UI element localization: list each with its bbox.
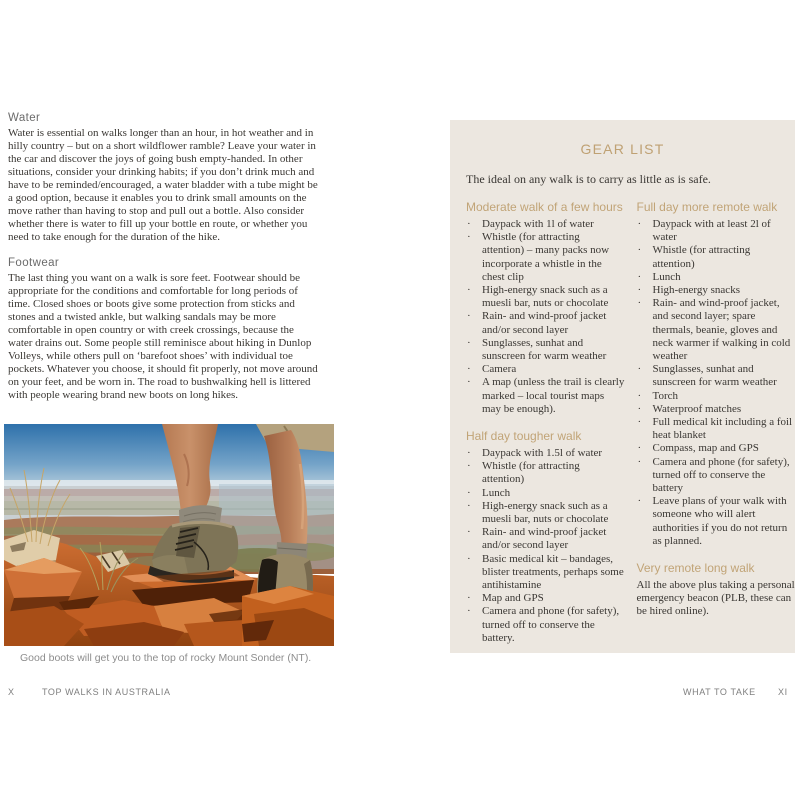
gear-section-heading: Half day tougher walk bbox=[466, 429, 582, 444]
gear-list-item bbox=[637, 297, 796, 363]
bullet-glyph: · bbox=[637, 270, 642, 283]
gear-item-list bbox=[466, 447, 625, 645]
gear-column-left bbox=[466, 200, 625, 658]
gear-item-text: High-energy snack such as a muesli bar, nuts or chocolate bbox=[482, 499, 609, 526]
bullet-glyph: · bbox=[637, 389, 642, 402]
left-running-title: TOP WALKS IN AUSTRALIA bbox=[42, 687, 171, 697]
gear-item-text: Map and GPS bbox=[482, 592, 544, 605]
gear-item-text: Whistle (for attracting attention) – many packs now incorporate a whistle in the chest clip bbox=[482, 231, 610, 283]
bullet-glyph: · bbox=[637, 416, 642, 429]
bullet-glyph: · bbox=[637, 455, 642, 468]
gear-list-item bbox=[637, 403, 796, 416]
bullet-glyph: · bbox=[637, 363, 642, 376]
gear-item-text: Whistle (for attracting attention) bbox=[482, 460, 580, 486]
gear-list-item bbox=[637, 495, 796, 548]
bullet-glyph: · bbox=[637, 402, 642, 415]
bullet-glyph: · bbox=[467, 592, 471, 605]
section-heading-footwear: Footwear bbox=[8, 257, 60, 269]
gear-list-item bbox=[466, 460, 625, 486]
gear-item-list bbox=[466, 218, 625, 416]
gear-list-item bbox=[637, 442, 796, 455]
gear-list-item bbox=[637, 218, 796, 244]
gear-section-heading: Very remote long walk bbox=[636, 561, 755, 576]
gear-list-item bbox=[466, 592, 625, 605]
bullet-glyph: · bbox=[637, 218, 642, 230]
gear-item-text: High-energy snack such as a muesli bar, nuts or chocolate bbox=[482, 284, 609, 310]
bullet-glyph: · bbox=[467, 310, 471, 323]
bullet-glyph: · bbox=[467, 284, 471, 297]
gear-item-text: Daypack with 1l of water bbox=[482, 218, 594, 230]
gear-item-text: A map (unless the trail is clearly marked – local tourist maps may be enough). bbox=[482, 376, 625, 415]
gear-list-panel bbox=[450, 120, 795, 653]
gear-item-text: Camera bbox=[482, 363, 517, 376]
gear-item-list bbox=[637, 218, 796, 548]
gear-item-text: Whistle (for attracting attention) bbox=[652, 244, 751, 270]
gear-list-item bbox=[466, 376, 625, 416]
gear-list-item bbox=[466, 605, 625, 645]
gear-list-item bbox=[466, 363, 625, 376]
bullet-glyph: · bbox=[637, 244, 642, 257]
gear-list-columns bbox=[466, 200, 795, 658]
bullet-glyph: · bbox=[467, 486, 471, 499]
gear-section-half-day bbox=[466, 429, 625, 645]
rocks-overlapping-boot bbox=[242, 586, 334, 646]
gear-item-text: High-energy snacks bbox=[652, 284, 740, 297]
gear-list-item bbox=[466, 310, 625, 336]
bullet-glyph: · bbox=[637, 297, 642, 310]
gear-item-text: Rain- and wind-proof jacket, and second layer; spare thermals, beanie, gloves and neck warmer if walking in cold weather bbox=[652, 297, 791, 363]
gear-item-text: Rain- and wind-proof jacket and/or second layer bbox=[482, 310, 607, 336]
gear-item-text: Waterproof matches bbox=[652, 402, 742, 415]
gear-list-item bbox=[637, 390, 796, 403]
bullet-glyph: · bbox=[467, 363, 471, 376]
gear-section-heading: Moderate walk of a few hours bbox=[466, 200, 623, 214]
bullet-glyph: · bbox=[467, 499, 471, 512]
gear-item-text: Sunglasses, sunhat and sunscreen for warm weather bbox=[482, 336, 607, 363]
photo-caption: Good boots will get you to the top of rocky Mount Sonder (NT). bbox=[20, 652, 312, 664]
section-body-water: Water is essential on walks longer than an hour, in hot weather and in hilly country – but on a short wildflower ramble? Leave your water in the car and discover the joys of going bush empty-handed. In other situations, consider your drinking habits; if you don’t drink much and have to be reminded/encouraged, a water bladder with a tube might be a good option, because it enables you to drink small amounts on the move rather than having to stop and pull out a bottle. Also consider whether there is water to fill up your bottle en route, or whether you need to take enough for the duration of the hike. bbox=[8, 127, 318, 243]
gear-list-item bbox=[466, 231, 625, 284]
bullet-glyph: · bbox=[467, 526, 471, 539]
bullet-glyph: · bbox=[467, 552, 471, 565]
gear-list-item bbox=[466, 218, 625, 231]
section-water bbox=[8, 112, 318, 244]
bullet-glyph: · bbox=[467, 218, 471, 230]
bullet-glyph: · bbox=[637, 495, 642, 508]
gear-item-text: Sunglasses, sunhat and sunscreen for warm weather bbox=[652, 363, 777, 389]
photo-illustration bbox=[4, 424, 334, 646]
gear-list-item bbox=[637, 456, 796, 496]
bullet-glyph: · bbox=[637, 284, 642, 297]
gear-list-item bbox=[637, 416, 796, 442]
bullet-glyph: · bbox=[467, 376, 471, 389]
gear-item-text: Lunch bbox=[482, 486, 511, 499]
gear-item-text: Lunch bbox=[652, 270, 681, 283]
gear-section-moderate bbox=[466, 200, 625, 416]
left-page-text-column bbox=[8, 112, 318, 415]
gear-item-text: Rain- and wind-proof jacket and/or second layer bbox=[482, 526, 607, 552]
gear-list-item bbox=[637, 363, 796, 389]
gear-list-item bbox=[466, 284, 625, 310]
gear-list-item bbox=[637, 244, 796, 270]
bullet-glyph: · bbox=[467, 460, 471, 473]
gear-item-text: Daypack with 1.5l of water bbox=[482, 447, 603, 460]
gear-item-text: Full medical kit including a foil heat blanket bbox=[652, 416, 793, 442]
gear-section-very-remote bbox=[637, 561, 796, 619]
gear-list-item bbox=[637, 271, 796, 284]
gear-list-intro: The ideal on any walk is to carry as little as is safe. bbox=[466, 172, 711, 186]
gear-list-item bbox=[637, 284, 796, 297]
gear-section-paragraph: All the above plus taking a personal emergency beacon (PLB, these can be hired online). bbox=[636, 579, 795, 618]
gear-list-item bbox=[466, 553, 625, 593]
gear-item-text: Basic medical kit – bandages, blister treatments, perhaps some antihistamine bbox=[482, 552, 624, 592]
right-running-title: WHAT TO TAKE bbox=[683, 687, 756, 697]
gear-section-full-day bbox=[637, 200, 796, 548]
gear-list-item bbox=[466, 526, 625, 552]
gear-item-text: Torch bbox=[652, 389, 678, 402]
gear-column-right bbox=[637, 200, 796, 658]
gear-list-item bbox=[466, 500, 625, 526]
bullet-glyph: · bbox=[467, 605, 471, 618]
gear-item-text: Compass, map and GPS bbox=[652, 442, 759, 455]
gear-list-item bbox=[466, 337, 625, 363]
section-body-footwear: The last thing you want on a walk is sore feet. Footwear should be appropriate for the conditions and comfortable for long periods of time. Closed shoes or boots give some protection from sticks and stones and a twisted ankle, but walking sandals may be more comfortable in open country or with creek crossings, because the water drains out. Some people still reminisce about hiking in Dunlop Volleys, while others pull on ‘barefoot shoes’ with individual toe pockets. Whatever you choose, it should fit properly, not move around on your feet, and be worn in. The road to bushwalking hell is littered with people wearing brand new boots on long hikes. bbox=[8, 272, 318, 401]
left-page-number: X bbox=[8, 687, 15, 697]
gear-list-item bbox=[466, 487, 625, 500]
gear-section-heading: Full day more remote walk bbox=[636, 200, 778, 214]
section-heading-water: Water bbox=[8, 112, 41, 124]
bullet-glyph: · bbox=[637, 442, 642, 455]
gear-item-text: Camera and phone (for safety), turned off to conserve the battery bbox=[652, 455, 790, 495]
gear-item-text: Camera and phone (for safety), turned off to conserve the battery. bbox=[482, 605, 620, 644]
bullet-glyph: · bbox=[467, 447, 471, 460]
right-page-number: XI bbox=[778, 687, 788, 697]
gear-list-item bbox=[466, 447, 625, 460]
gear-list-title: GEAR LIST bbox=[580, 141, 665, 157]
bullet-glyph: · bbox=[467, 336, 471, 349]
bullet-glyph: · bbox=[467, 231, 471, 244]
gear-item-text: Leave plans of your walk with someone who will alert authorities if you do not return as planned. bbox=[652, 495, 788, 547]
section-footwear bbox=[8, 257, 318, 402]
hiking-boots-photo bbox=[4, 424, 334, 646]
gear-item-text: Daypack with at least 2l of water bbox=[652, 218, 771, 244]
